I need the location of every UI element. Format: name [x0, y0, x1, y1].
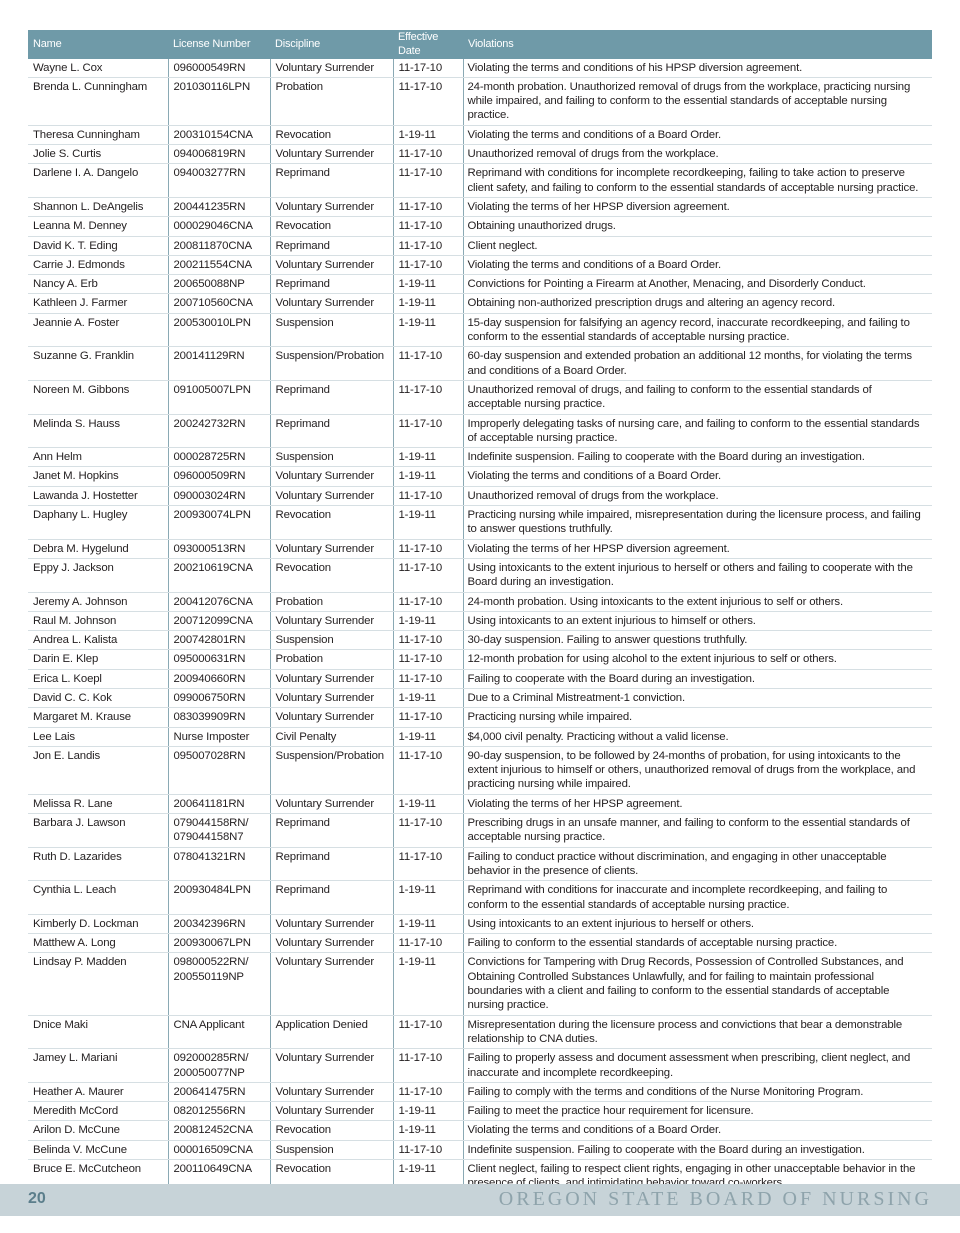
column-header-discipline: Discipline — [270, 30, 393, 59]
cell-name: Heather A. Maurer — [28, 1082, 168, 1101]
cell-discipline: Revocation — [270, 506, 393, 540]
cell-violation: Failing to cooperate with the Board during an investigation. — [463, 669, 932, 688]
table-row — [28, 934, 932, 953]
cell-discipline: Suspension — [270, 448, 393, 467]
cell-discipline: Suspension/Probation — [270, 746, 393, 794]
cell-name: Dnice Maki — [28, 1015, 168, 1049]
cell-violation: 12-month probation for using alcohol to the extent injurious to self or others. — [463, 650, 932, 669]
cell-discipline: Revocation — [270, 1160, 393, 1194]
cell-license-number: 200812452CNA — [168, 1121, 270, 1140]
cell-effective-date: 1-19-11 — [393, 611, 463, 630]
cell-discipline: Reprimand — [270, 236, 393, 255]
cell-effective-date: 11-17-10 — [393, 77, 463, 125]
cell-effective-date: 11-17-10 — [393, 347, 463, 381]
cell-license-number: 094006819RN — [168, 145, 270, 164]
cell-effective-date: 1-19-11 — [393, 1160, 463, 1194]
cell-discipline: Reprimand — [270, 814, 393, 848]
cell-license-number: 000028725RN — [168, 448, 270, 467]
cell-license-number: 090003024RN — [168, 486, 270, 505]
cell-violation: Unauthorized removal of drugs from the workplace. — [463, 486, 932, 505]
cell-effective-date: 1-19-11 — [393, 467, 463, 486]
cell-violation: Convictions for Tampering with Drug Records, Possession of Controlled Substances, and Obtaining Controlled Substances Unlawfully, and for failing to maintain professional boundaries with a client and failing to conform to the essential standards of acceptable nursing practice. — [463, 953, 932, 1015]
cell-effective-date: 11-17-10 — [393, 1140, 463, 1159]
cell-name: Jolie S. Curtis — [28, 145, 168, 164]
cell-license-number: 000016509CNA — [168, 1140, 270, 1159]
cell-discipline: Voluntary Surrender — [270, 914, 393, 933]
cell-effective-date: 11-17-10 — [393, 558, 463, 592]
cell-effective-date: 11-17-10 — [393, 217, 463, 236]
cell-violation: Using intoxicants to the extent injurious to herself or others and failing to cooperate with the Board during an investigation. — [463, 558, 932, 592]
cell-license-number: 200210619CNA — [168, 558, 270, 592]
cell-effective-date: 11-17-10 — [393, 486, 463, 505]
cell-violation: 90-day suspension, to be followed by 24-months of probation, for using intoxicants to the extent injurious to himself or others, unauthorized removal of drugs from the workplace, and practicing nursing while impaired. — [463, 746, 932, 794]
cell-violation: Convictions for Pointing a Firearm at Another, Menacing, and Disorderly Conduct. — [463, 275, 932, 294]
cell-violation: Violating the terms and conditions of a Board Order. — [463, 255, 932, 274]
cell-discipline: Suspension — [270, 631, 393, 650]
cell-name: Andrea L. Kalista — [28, 631, 168, 650]
cell-discipline: Reprimand — [270, 414, 393, 448]
cell-effective-date: 11-17-10 — [393, 197, 463, 216]
cell-violation: Failing to meet the practice hour requirement for licensure. — [463, 1102, 932, 1121]
cell-discipline: Revocation — [270, 217, 393, 236]
cell-effective-date: 1-19-11 — [393, 727, 463, 746]
cell-license-number: 200141129RN — [168, 347, 270, 381]
cell-violation: Failing to comply with the terms and conditions of the Nurse Monitoring Program. — [463, 1082, 932, 1101]
table-row — [28, 688, 932, 707]
cell-discipline: Voluntary Surrender — [270, 539, 393, 558]
cell-violation: 24-month probation. Using intoxicants to the extent injurious to self or others. — [463, 592, 932, 611]
table-row — [28, 125, 932, 144]
cell-effective-date: 11-17-10 — [393, 814, 463, 848]
cell-violation: Violating the terms and conditions of a Board Order. — [463, 1121, 932, 1140]
cell-license-number: 200310154CNA — [168, 125, 270, 144]
cell-name: Leanna M. Denney — [28, 217, 168, 236]
cell-violation: Unauthorized removal of drugs, and failing to conform to the essential standards of acceptable nursing practice. — [463, 380, 932, 414]
cell-name: Nancy A. Erb — [28, 275, 168, 294]
table-row — [28, 1049, 932, 1083]
cell-name: Darlene I. A. Dangelo — [28, 164, 168, 198]
page-number: 20 — [28, 1190, 46, 1207]
cell-discipline: Voluntary Surrender — [270, 255, 393, 274]
table-row — [28, 275, 932, 294]
cell-violation: Client neglect. — [463, 236, 932, 255]
cell-effective-date: 1-19-11 — [393, 953, 463, 1015]
cell-name: Wayne L. Cox — [28, 59, 168, 78]
cell-effective-date: 11-17-10 — [393, 380, 463, 414]
cell-license-number: 200930067LPN — [168, 934, 270, 953]
cell-discipline: Revocation — [270, 558, 393, 592]
cell-name: Melinda S. Hauss — [28, 414, 168, 448]
cell-discipline: Reprimand — [270, 881, 393, 915]
column-header-effective-date: Effective Date — [393, 30, 463, 59]
cell-name: Suzanne G. Franklin — [28, 347, 168, 381]
cell-name: Jeannie A. Foster — [28, 313, 168, 347]
table-row — [28, 1140, 932, 1159]
table-row — [28, 486, 932, 505]
cell-effective-date: 11-17-10 — [393, 746, 463, 794]
cell-discipline: Revocation — [270, 1121, 393, 1140]
cell-name: Daphany L. Hugley — [28, 506, 168, 540]
cell-license-number: 095000631RN — [168, 650, 270, 669]
table-body — [28, 59, 932, 1194]
cell-effective-date: 11-17-10 — [393, 631, 463, 650]
cell-license-number: 083039909RN — [168, 708, 270, 727]
cell-discipline: Voluntary Surrender — [270, 59, 393, 78]
discipline-table — [28, 30, 932, 1194]
table-row — [28, 814, 932, 848]
cell-effective-date: 1-19-11 — [393, 275, 463, 294]
cell-discipline: Voluntary Surrender — [270, 708, 393, 727]
cell-discipline: Reprimand — [270, 380, 393, 414]
cell-license-number: 099006750RN — [168, 688, 270, 707]
cell-name: Noreen M. Gibbons — [28, 380, 168, 414]
cell-discipline: Revocation — [270, 125, 393, 144]
table-row — [28, 1082, 932, 1101]
cell-effective-date: 11-17-10 — [393, 1015, 463, 1049]
cell-violation: Improperly delegating tasks of nursing care, and failing to conform to the essential standards of acceptable nursing practice. — [463, 414, 932, 448]
cell-license-number: 200412076CNA — [168, 592, 270, 611]
cell-name: Barbara J. Lawson — [28, 814, 168, 848]
table-row — [28, 650, 932, 669]
cell-discipline: Voluntary Surrender — [270, 1049, 393, 1083]
cell-license-number: 093000513RN — [168, 539, 270, 558]
cell-license-number: 096000549RN — [168, 59, 270, 78]
cell-discipline: Voluntary Surrender — [270, 953, 393, 1015]
cell-discipline: Voluntary Surrender — [270, 1102, 393, 1121]
cell-effective-date: 1-19-11 — [393, 125, 463, 144]
table-row — [28, 506, 932, 540]
cell-discipline: Voluntary Surrender — [270, 1082, 393, 1101]
cell-effective-date: 1-19-11 — [393, 688, 463, 707]
cell-name: Meredith McCord — [28, 1102, 168, 1121]
cell-effective-date: 11-17-10 — [393, 669, 463, 688]
cell-license-number: 200641475RN — [168, 1082, 270, 1101]
cell-name: Jeremy A. Johnson — [28, 592, 168, 611]
table-row — [28, 164, 932, 198]
cell-discipline: Suspension/Probation — [270, 347, 393, 381]
cell-license-number: 096000509RN — [168, 467, 270, 486]
table-row — [28, 631, 932, 650]
table-row — [28, 727, 932, 746]
cell-discipline: Reprimand — [270, 275, 393, 294]
cell-name: Carrie J. Edmonds — [28, 255, 168, 274]
table-row — [28, 953, 932, 1015]
table-row — [28, 294, 932, 313]
cell-effective-date: 1-19-11 — [393, 506, 463, 540]
cell-violation: Failing to conform to the essential standards of acceptable nursing practice. — [463, 934, 932, 953]
cell-license-number: 200342396RN — [168, 914, 270, 933]
cell-violation: Failing to properly assess and document assessment when prescribing, client neglect, and inaccurate and incomplete recordkeeping. — [463, 1049, 932, 1083]
table-row — [28, 611, 932, 630]
cell-discipline: Reprimand — [270, 847, 393, 881]
cell-effective-date: 1-19-11 — [393, 294, 463, 313]
table-row — [28, 414, 932, 448]
cell-license-number: 200712099CNA — [168, 611, 270, 630]
cell-name: David K. T. Eding — [28, 236, 168, 255]
cell-discipline: Voluntary Surrender — [270, 197, 393, 216]
cell-violation: Failing to conduct practice without discrimination, and engaging in other unacceptable behavior in the presence of clients. — [463, 847, 932, 881]
cell-effective-date: 11-17-10 — [393, 255, 463, 274]
cell-name: Matthew A. Long — [28, 934, 168, 953]
cell-violation: Violating the terms of her HPSP diversion agreement. — [463, 197, 932, 216]
cell-name: Eppy J. Jackson — [28, 558, 168, 592]
cell-discipline: Voluntary Surrender — [270, 145, 393, 164]
cell-license-number: 091005007LPN — [168, 380, 270, 414]
cell-license-number: 082012556RN — [168, 1102, 270, 1121]
cell-violation: Violating the terms and conditions of a Board Order. — [463, 467, 932, 486]
cell-violation: Misrepresentation during the licensure process and convictions that bear a demonstrable relationship to CNA duties. — [463, 1015, 932, 1049]
cell-discipline: Voluntary Surrender — [270, 688, 393, 707]
cell-name: Lindsay P. Madden — [28, 953, 168, 1015]
cell-discipline: Reprimand — [270, 164, 393, 198]
cell-violation: $4,000 civil penalty. Practicing without a valid license. — [463, 727, 932, 746]
cell-effective-date: 1-19-11 — [393, 914, 463, 933]
cell-license-number: 200930074LPN — [168, 506, 270, 540]
table-row — [28, 558, 932, 592]
cell-license-number: 079044158RN/ 079044158N7 — [168, 814, 270, 848]
cell-name: Kimberly D. Lockman — [28, 914, 168, 933]
cell-license-number: 098000522RN/ 200550119NP — [168, 953, 270, 1015]
cell-license-number: 201030116LPN — [168, 77, 270, 125]
cell-effective-date: 11-17-10 — [393, 59, 463, 78]
cell-violation: Using intoxicants to an extent injurious to himself or others. — [463, 611, 932, 630]
cell-discipline: Suspension — [270, 313, 393, 347]
cell-discipline: Civil Penalty — [270, 727, 393, 746]
cell-name: Darin E. Klep — [28, 650, 168, 669]
cell-discipline: Suspension — [270, 1140, 393, 1159]
cell-discipline: Voluntary Surrender — [270, 669, 393, 688]
cell-violation: 60-day suspension and extended probation an additional 12 months, for violating the terms and conditions of a Board Order. — [463, 347, 932, 381]
column-header-license-number: License Number — [168, 30, 270, 59]
cell-violation: Reprimand with conditions for inaccurate and incomplete recordkeeping, and failing to conform to the essential standards of acceptable nursing practice. — [463, 881, 932, 915]
cell-effective-date: 11-17-10 — [393, 414, 463, 448]
cell-license-number: 200211554CNA — [168, 255, 270, 274]
cell-effective-date: 1-19-11 — [393, 794, 463, 813]
cell-name: Theresa Cunningham — [28, 125, 168, 144]
table-row — [28, 77, 932, 125]
cell-name: Ann Helm — [28, 448, 168, 467]
cell-violation: 30-day suspension. Failing to answer questions truthfully. — [463, 631, 932, 650]
cell-discipline: Voluntary Surrender — [270, 294, 393, 313]
cell-license-number: 200650088NP — [168, 275, 270, 294]
cell-name: Janet M. Hopkins — [28, 467, 168, 486]
cell-name: Cynthia L. Leach — [28, 881, 168, 915]
cell-violation: Client neglect, failing to respect client rights, engaging in other unacceptable behavior in the — [463, 1160, 932, 1194]
cell-violation: Practicing nursing while impaired. — [463, 708, 932, 727]
cell-name: Belinda V. McCune — [28, 1140, 168, 1159]
table-row — [28, 467, 932, 486]
cell-discipline: Probation — [270, 592, 393, 611]
cell-name: Shannon L. DeAngelis — [28, 197, 168, 216]
table-row — [28, 347, 932, 381]
table-row — [28, 914, 932, 933]
table-row — [28, 1015, 932, 1049]
cell-name: Bruce E. McCutcheon — [28, 1160, 168, 1194]
cell-name: Jamey L. Mariani — [28, 1049, 168, 1083]
table-row — [28, 217, 932, 236]
table-row — [28, 236, 932, 255]
cell-discipline: Voluntary Surrender — [270, 794, 393, 813]
cell-effective-date: 11-17-10 — [393, 539, 463, 558]
cell-name: Arilon D. McCune — [28, 1121, 168, 1140]
cell-name: Jon E. Landis — [28, 746, 168, 794]
table-row — [28, 197, 932, 216]
cell-violation: Violating the terms and conditions of a Board Order. — [463, 125, 932, 144]
cell-violation: Violating the terms of her HPSP agreement. — [463, 794, 932, 813]
cell-name: Lee Lais — [28, 727, 168, 746]
cell-license-number: 200242732RN — [168, 414, 270, 448]
table-row — [28, 59, 932, 78]
cell-violation: Practicing nursing while impaired, misrepresentation during the licensure process, and failing to answer questions truthfully. — [463, 506, 932, 540]
cell-effective-date: 11-17-10 — [393, 650, 463, 669]
cell-violation: Prescribing drugs in an unsafe manner, and failing to conform to the essential standards of acceptable nursing practice. — [463, 814, 932, 848]
cell-effective-date: 11-17-10 — [393, 164, 463, 198]
table-row — [28, 539, 932, 558]
table-row — [28, 708, 932, 727]
column-header-violations: Violations — [463, 30, 932, 59]
cell-license-number: 000029046CNA — [168, 217, 270, 236]
cell-license-number: CNA Applicant — [168, 1015, 270, 1049]
cell-discipline: Voluntary Surrender — [270, 934, 393, 953]
cell-effective-date: 11-17-10 — [393, 847, 463, 881]
table-row — [28, 1102, 932, 1121]
cell-violation: Using intoxicants to an extent injurious to herself or others. — [463, 914, 932, 933]
cell-license-number: 200811870CNA — [168, 236, 270, 255]
cell-license-number: 200710560CNA — [168, 294, 270, 313]
table-row — [28, 145, 932, 164]
cell-effective-date: 1-19-11 — [393, 1102, 463, 1121]
cell-name: David C. C. Kok — [28, 688, 168, 707]
cell-effective-date: 11-17-10 — [393, 708, 463, 727]
cell-discipline: Voluntary Surrender — [270, 611, 393, 630]
cell-license-number: 200641181RN — [168, 794, 270, 813]
table-row — [28, 847, 932, 881]
cell-effective-date: 11-17-10 — [393, 145, 463, 164]
table-row — [28, 255, 932, 274]
table-row — [28, 313, 932, 347]
cell-license-number: 078041321RN — [168, 847, 270, 881]
cell-license-number: 200530010LPN — [168, 313, 270, 347]
table-row — [28, 380, 932, 414]
table-row — [28, 881, 932, 915]
cell-discipline: Probation — [270, 650, 393, 669]
cell-effective-date: 1-19-11 — [393, 881, 463, 915]
cell-license-number: Nurse Imposter — [168, 727, 270, 746]
cell-violation: Indefinite suspension. Failing to cooperate with the Board during an investigation. — [463, 448, 932, 467]
cell-license-number: 092000285RN/ 200050077NP — [168, 1049, 270, 1083]
cell-violation: 15-day suspension for falsifying an agency record, inaccurate recordkeeping, and failing to conform to the essential standards of acceptable nursing practice. — [463, 313, 932, 347]
cell-license-number: 200441235RN — [168, 197, 270, 216]
cell-effective-date: 11-17-10 — [393, 1049, 463, 1083]
cell-name: Debra M. Hygelund — [28, 539, 168, 558]
cell-violation: Obtaining non-authorized prescription drugs and altering an agency record. — [463, 294, 932, 313]
table-row — [28, 746, 932, 794]
cell-discipline: Voluntary Surrender — [270, 486, 393, 505]
cell-effective-date: 11-17-10 — [393, 236, 463, 255]
cell-discipline: Application Denied — [270, 1015, 393, 1049]
table-row — [28, 669, 932, 688]
cell-license-number: 200110649CNA — [168, 1160, 270, 1194]
cell-name: Melissa R. Lane — [28, 794, 168, 813]
cell-violation: Due to a Criminal Mistreatment-1 conviction. — [463, 688, 932, 707]
cell-discipline: Probation — [270, 77, 393, 125]
cell-violation: Unauthorized removal of drugs from the workplace. — [463, 145, 932, 164]
cell-name: Kathleen J. Farmer — [28, 294, 168, 313]
cell-violation: Indefinite suspension. Failing to cooperate with the Board during an investigation. — [463, 1140, 932, 1159]
cell-name: Lawanda J. Hostetter — [28, 486, 168, 505]
cell-effective-date: 11-17-10 — [393, 1082, 463, 1101]
cell-effective-date: 11-17-10 — [393, 592, 463, 611]
table-row — [28, 794, 932, 813]
cell-name: Erica L. Koepl — [28, 669, 168, 688]
cell-license-number: 094003277RN — [168, 164, 270, 198]
table-header-row — [28, 30, 932, 59]
cell-license-number: 200940660RN — [168, 669, 270, 688]
cell-name: Margaret M. Krause — [28, 708, 168, 727]
table-row — [28, 448, 932, 467]
table-row — [28, 592, 932, 611]
cell-name: Ruth D. Lazarides — [28, 847, 168, 881]
cell-effective-date: 1-19-11 — [393, 313, 463, 347]
cell-violation: Violating the terms of her HPSP diversion agreement. — [463, 539, 932, 558]
cell-name: Brenda L. Cunningham — [28, 77, 168, 125]
cell-effective-date: 11-17-10 — [393, 934, 463, 953]
cell-violation: Reprimand with conditions for incomplete recordkeeping, failing to take action to preserve client safety, and failing to conform to the essential standards of acceptable nursing practice. — [463, 164, 932, 198]
cell-effective-date: 1-19-11 — [393, 1121, 463, 1140]
cell-violation: Obtaining unauthorized drugs. — [463, 217, 932, 236]
column-header-name: Name — [28, 30, 168, 59]
cell-license-number: 200930484LPN — [168, 881, 270, 915]
cell-license-number: 200742801RN — [168, 631, 270, 650]
cell-violation: 24-month probation. Unauthorized removal of drugs from the workplace, practicing nursing while impaired, and failing to conform to the essential standards of acceptable nursing practice. — [463, 77, 932, 125]
cell-license-number: 095007028RN — [168, 746, 270, 794]
cell-name: Raul M. Johnson — [28, 611, 168, 630]
page-footer — [0, 1184, 960, 1216]
organization-name: OREGON STATE BOARD OF NURSING — [498, 1188, 932, 1210]
cell-violation: Violating the terms and conditions of his HPSP diversion agreement. — [463, 59, 932, 78]
cell-effective-date: 1-19-11 — [393, 448, 463, 467]
table-row — [28, 1121, 932, 1140]
cell-discipline: Voluntary Surrender — [270, 467, 393, 486]
